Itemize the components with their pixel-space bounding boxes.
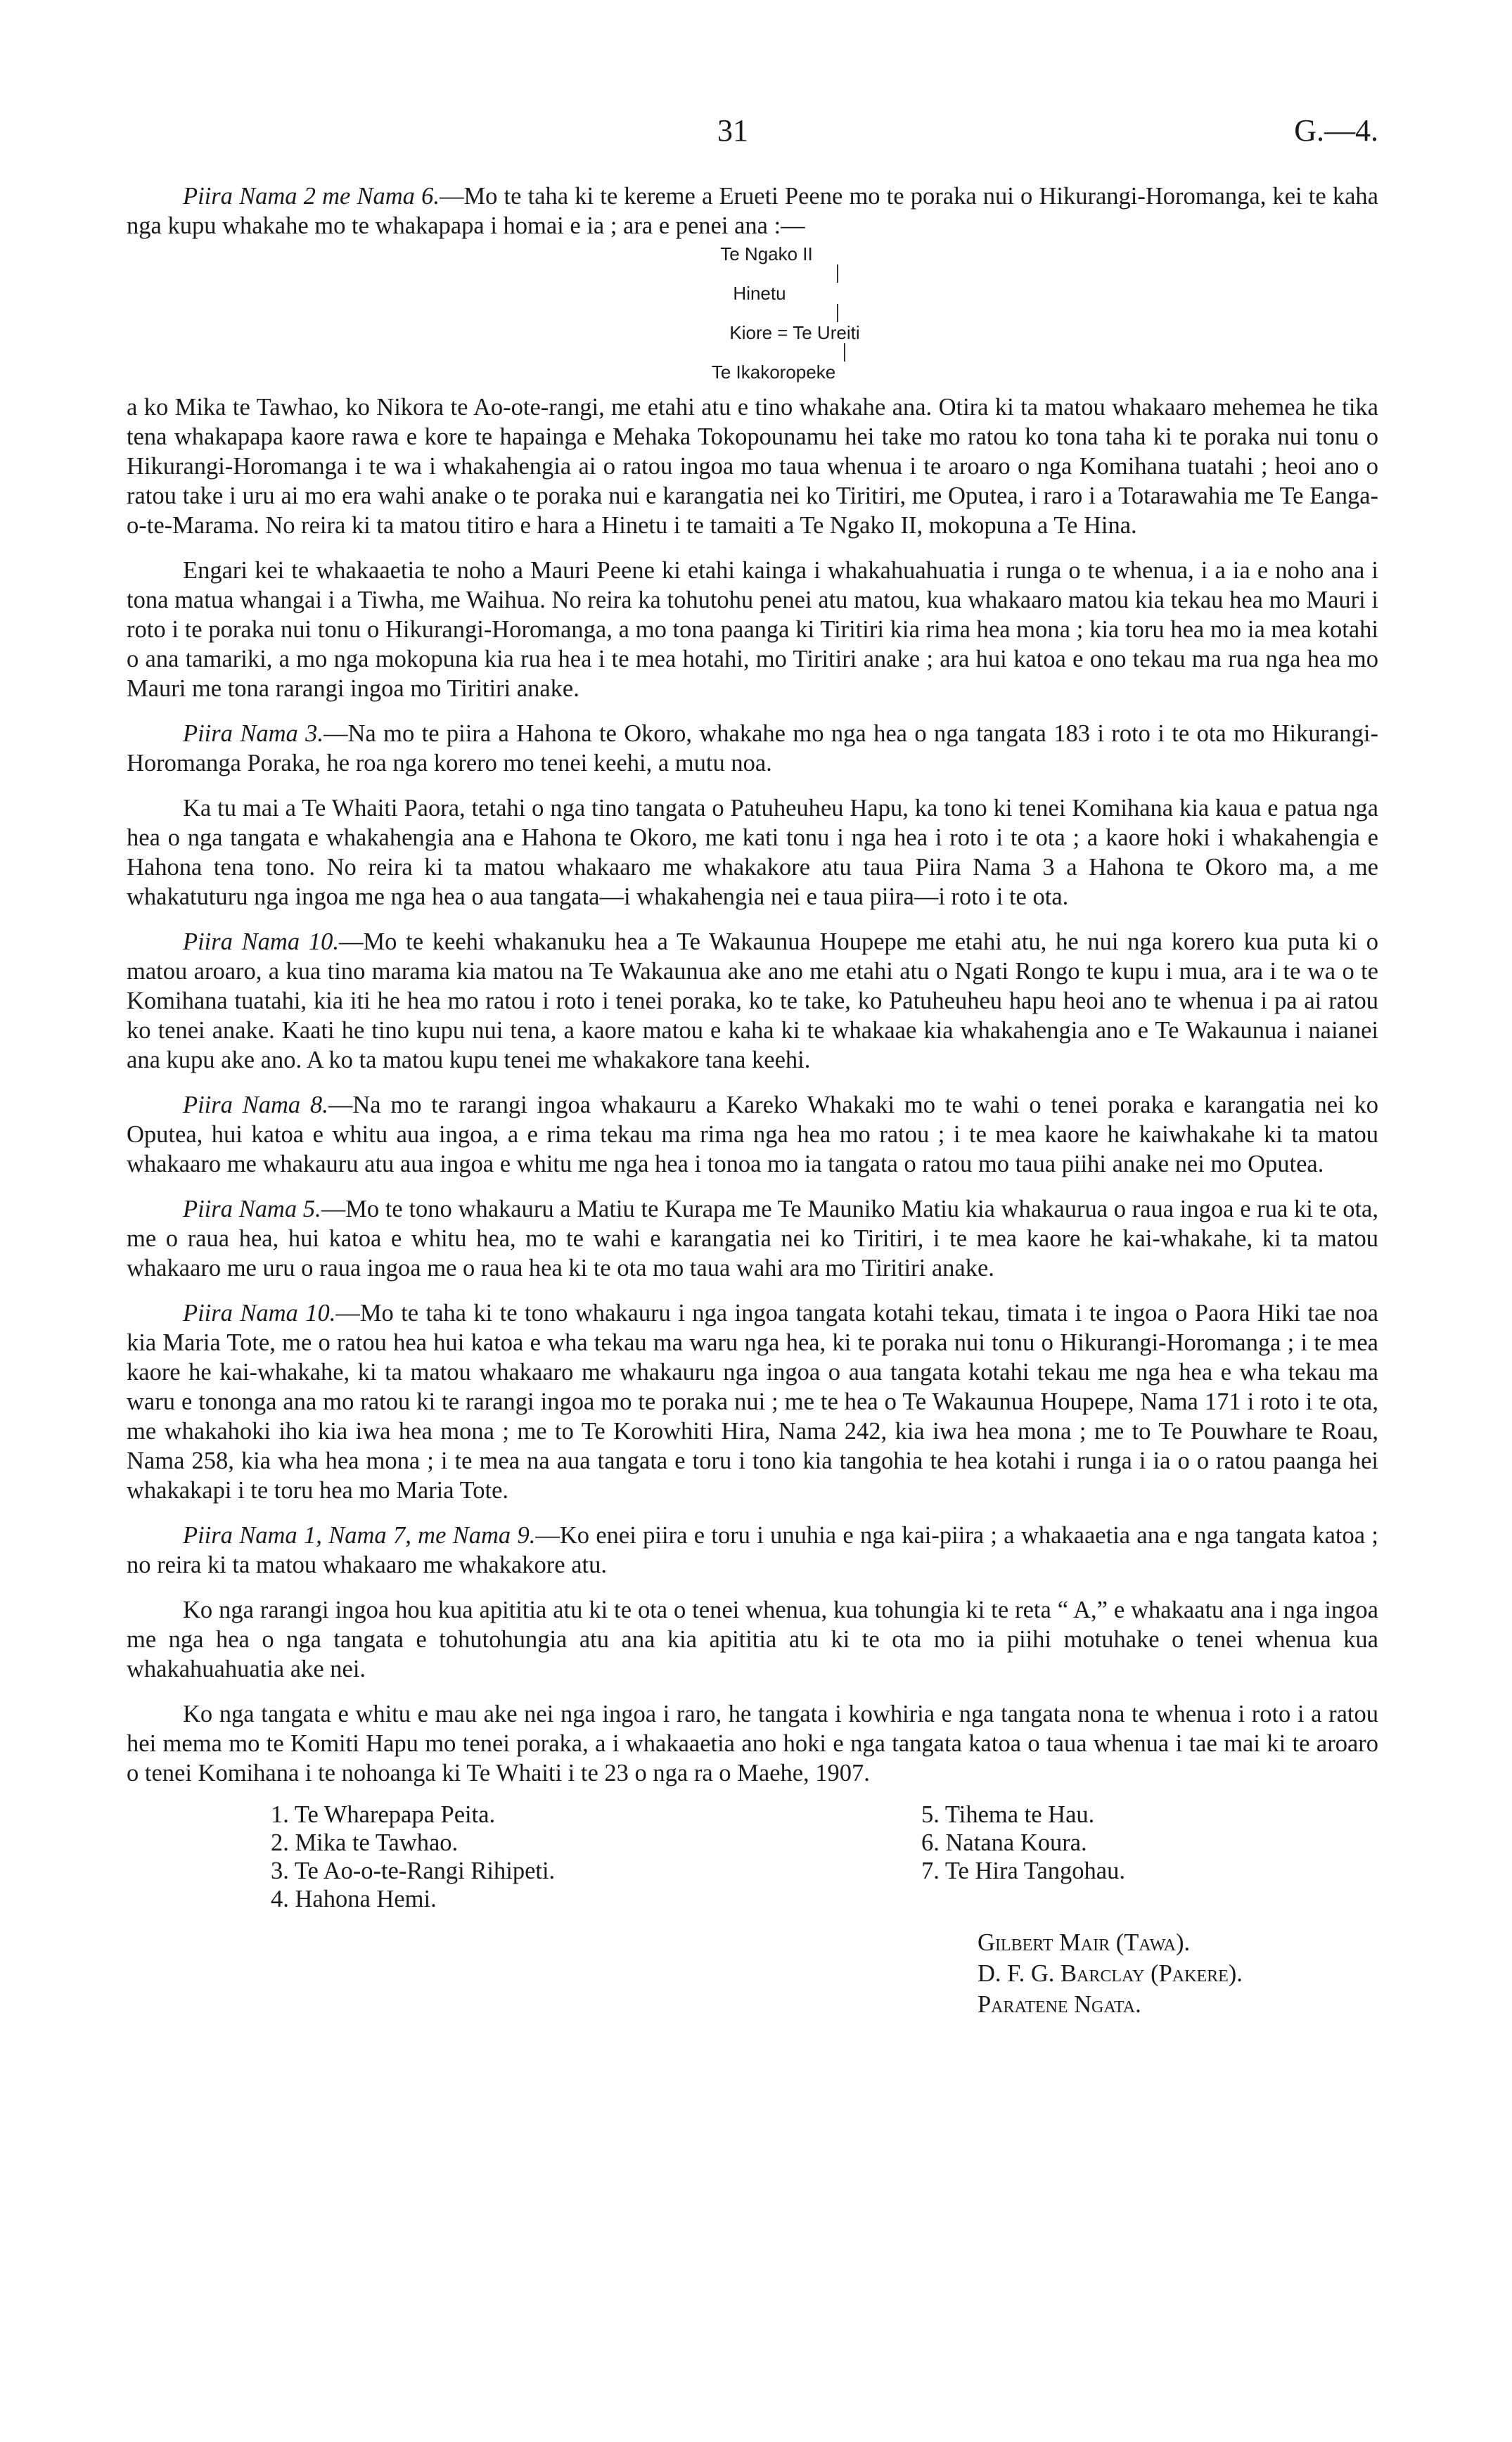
committee-member: 1. Te Wharepapa Peita. xyxy=(271,1801,496,1828)
paragraph-mauri-peene: Engari kei te whakaaetia te noho a Mauri Peene ki etahi kainga i whakahuahuatia i runga o te whenua, i a ia e noho ana i tona matua whangai i a Tiwha, me Waihua. No reira ka tohutohu penei atu matou, kua whakaaro matou kia tekau hea mo Mauri i roto i te poraka nui tonu o Hikurangi-Horomanga, a mo tona paanga ki Tiritiri kia rima hea mona ; kia toru hea mo ia mea kotahi o ana tamariki, a mo nga mokopuna kia rua hea i te mea hotahi, mo Tiritiri anake ; ara hui katoa e ono tekau ma rua nga hea mo Mauri me tona rarangi ingoa mo Tiritiri anake. xyxy=(127,557,1378,702)
paragraph-text: —Mo te taha ki te tono whakauru i nga ingoa tangata kotahi tekau, timata i te ingoa o Paora Hiki tae noa kia Maria Tote, me o ratou hea hui katoa e wha tekau ma waru nga hea, ki te poraka nui tonu o Hikurangi-Horomanga ; i te mea kaore he kai-whakahe, ki ta matou whakaaro me whakauru nga ingoa o aua tangata kotahi tekau me nga hea e wha tekau ma waru e tononga ana mo ratou ki te rarangi ingoa mo te poraka nui ; me te hea o Te Wakaunua Houpepe, Nama 171 i roto i te ota, me whakahoki iho kia iwa hea mona ; me to Te Korowhiti Hira, Nama 242, kia iwa hea mona ; me to Te Pouwhare te Roau, Nama 258, kia wha hea mona ; i te mea na aua tangata e toru i tono kia tangohia te hea kotahi i runga i ia o o ratou paanga hei whakakapi i te toru hea mo Maria Tote. xyxy=(127,1300,1378,1504)
paragraph-appeals-1-7-9 xyxy=(127,1521,1378,1580)
descent-line xyxy=(837,264,838,283)
committee-list-left xyxy=(271,1801,555,1913)
genealogy-diagram xyxy=(127,243,1378,383)
signatory: D. F. G. Barclay (Pakere). xyxy=(978,1960,1243,1987)
committee-member: 4. Hahona Hemi. xyxy=(271,1886,437,1912)
committee-list-right xyxy=(921,1801,1125,1885)
document-body xyxy=(127,181,1378,2020)
paragraph-text: —Mo te keehi whakanuku hea a Te Wakaunua Houpepe me etahi atu, he nui nga korero kua puta ki o matou aroaro, a kua tino marama kia matou na Te Wakaunua ake ano me etahi atu o Ngati Rongo te kupu i mua, ara i te wa o te Komihana tuatahi, kia iti he hea mo ratou i roto i tenei poraka, ko te take, ko Patuheuheu hapu heoi ano te whenua i pa ai ratou ko tenei anake. Kaati he tino kupu nui tena, a kaore matou e kaha ki te whakaae kia whakahengia ano e Te Wakaunua i naianei ana kupu ake ano. A ko ta matou kupu tenei me whakakore tana keehi. xyxy=(127,928,1378,1073)
page-number: 31 xyxy=(717,113,748,148)
committee-member: 7. Te Hira Tangohau. xyxy=(921,1858,1125,1884)
committee-member: 5. Tihema te Hau. xyxy=(921,1801,1095,1828)
committee-member: 3. Te Ao-o-te-Rangi Rihipeti. xyxy=(271,1858,556,1884)
paragraph-genealogy-objection: a ko Mika te Tawhao, ko Nikora te Ao-ote-rangi, me etahi atu e tino whakahe ana. Otira ki ta matou whakaaro mehemea he tika tena whakapapa kaore rawa e kore te hapainga e Mehaka Tokopounamu hei take mo ratou ko tona taha ki te poraka nui tonu o Hikurangi-Horomanga i te wa i whakahengia ai o ratou ingoa mo taua whenua i te aroaro o nga Komihana tuatahi ; heoi ano o ratou take i uru ai mo era wahi anake o te poraka nui e karangatia nei ko Tiritiri, me Oputea, i raro i a Totarawahia me Te Eanga-o-te-Marama. No reira ki ta matou titiro e hara a Hinetu i te tamaiti a Te Ngako II, mokopuna a Te Hina. xyxy=(127,394,1378,539)
committee-member: 2. Mika te Tawhao. xyxy=(271,1829,459,1856)
appeal-label: Piira Nama 2 me Nama 6. xyxy=(183,183,440,210)
report-reference: G.—4. xyxy=(1294,113,1378,148)
paragraph-text: —Ko enei piira e toru i unuhia e nga kai-piira ; a whakaaetia ana e nga tangata katoa ; no reira ki ta matou whakaaro me whakakore atu. xyxy=(127,1522,1378,1578)
appeal-label: Piira Nama 10. xyxy=(183,928,339,955)
descent-line xyxy=(837,304,838,322)
genealogy-gen-3: Kiore = Te Ureiti xyxy=(729,322,860,343)
appeal-label: Piira Nama 1, Nama 7, me Nama 9. xyxy=(183,1522,536,1549)
paragraph-text: —Na mo te rarangi ingoa whakauru a Kareko Whakaki mo te wahi o tenei poraka e karangatia nei ko Oputea, hui katoa e whitu aua ingoa, a e rima tekau ma rima nga hea mo ratou ; i te mea kaore he kaiwhakahe ki ta matou whakaaro me whakauru atu aua ingoa e whitu me nga hea i tonoa mo ia tangata o ratou mo taua piihi anake nei mo Oputea. xyxy=(127,1092,1378,1177)
paragraph-appeal-5 xyxy=(127,1194,1378,1283)
paragraph-appeal-2-6 xyxy=(127,181,1378,241)
paragraph-text: —Mo te taha ki te kereme a Erueti Peene mo te poraka nui o Hikurangi-Horomanga, kei te kaha nga kupu whakahe mo te whakapapa i homai e ia ; ara e penei ana :— xyxy=(127,183,1378,239)
committee-members xyxy=(127,1801,1378,1912)
appeal-label: Piira Nama 3. xyxy=(183,720,324,747)
paragraph-appeal-10b xyxy=(127,1298,1378,1505)
appeal-label: Piira Nama 5. xyxy=(183,1196,321,1222)
paragraph-committee: Ko nga tangata e whitu e mau ake nei nga ingoa i raro, he tangata i kowhiria e nga tangata nona te whenua i roto i a ratou hei mema mo te Komiti Hapu mo tenei poraka, a i whakaaetia ano hoki e nga tangata katoa o taua whenua i tae mai ki te aroaro o tenei Komihana i te nohoanga ki Te Whaiti i te 23 o nga ra o Maehe, 1907. xyxy=(127,1701,1378,1786)
genealogy-gen-2: Hinetu xyxy=(733,283,786,304)
paragraph-text: —Na mo te piira a Hahona te Okoro, whakahe mo nga hea o nga tangata 183 i roto i te ota mo Hikurangi-Horomanga Poraka, he roa nga korero mo tenei keehi, a mutu noa. xyxy=(127,720,1378,776)
appeal-label: Piira Nama 10. xyxy=(183,1300,336,1327)
paragraph-new-lists: Ko nga rarangi ingoa hou kua apititia atu ki te ota o tenei whenua, kua tohungia ki te reta “ A,” e whakaatu ana i nga ingoa me nga hea o nga tangata e tohutohungia atu ana kia apititia atu ki te ota mo ia piihi motuhake o tenei whenua kua whakahuahuatia ake nei. xyxy=(127,1597,1378,1682)
paragraph-appeal-10a xyxy=(127,927,1378,1075)
appeal-label: Piira Nama 8. xyxy=(183,1092,328,1118)
paragraph-appeal-8 xyxy=(127,1090,1378,1179)
genealogy-gen-1: Te Ngako II xyxy=(720,243,813,264)
descent-line xyxy=(844,343,845,362)
page-header xyxy=(0,113,1512,155)
signatory: Paratene Ngata. xyxy=(978,1991,1141,2018)
signatory: Gilbert Mair (Tawa). xyxy=(978,1929,1191,1956)
genealogy-gen-4: Te Ikakoropeke xyxy=(711,362,836,383)
paragraph-text: —Mo te tono whakauru a Matiu te Kurapa me Te Mauniko Matiu kia whakaurua o raua ingoa e rua ki te ota, me o raua hea, hui katoa e whitu hea, mo te wahi e karangatia nei ko Tiritiri, i te mea kaore he kai-whakahe, ki ta matou whakaaro me uru o raua ingoa me o raua hea ki te ota mo taua wahi ara mo Tiritiri anake. xyxy=(127,1196,1378,1281)
paragraph-appeal-3 xyxy=(127,719,1378,778)
signatories xyxy=(978,1927,1378,2020)
committee-member: 6. Natana Koura. xyxy=(921,1829,1087,1856)
paragraph-te-whaiti-paora: Ka tu mai a Te Whaiti Paora, tetahi o nga tino tangata o Patuheuheu Hapu, ka tono ki tenei Komihana kia kaua e patua nga hea o nga tangata e whakahengia ana e Hahona te Okoro, me kati tonu i nga hea i roto i te ota ; a kaore hoki i whakahengia e Hahona tena tono. No reira ki ta matou whakaaro me whakakore atu taua Piira Nama 3 a Hahona te Okoro ma, a me whakatuturu nga ingoa me nga hea o aua tangata—i whakahengia nei e taua piira—i roto i te ota. xyxy=(127,795,1378,910)
